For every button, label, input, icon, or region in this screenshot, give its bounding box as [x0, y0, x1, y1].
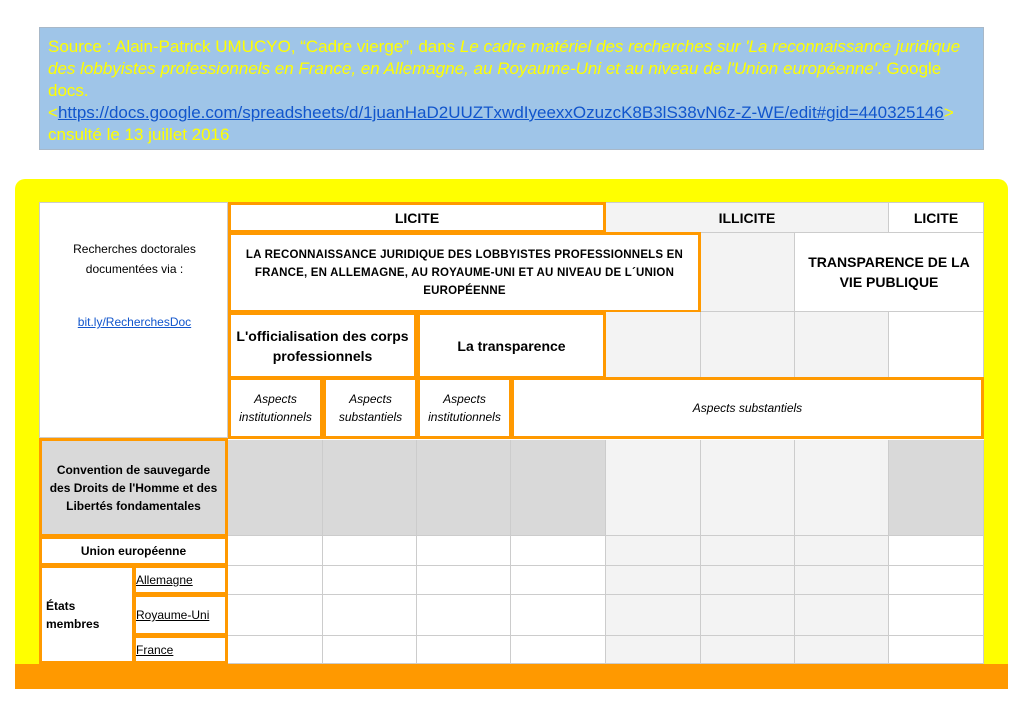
row-label-royaume-uni	[133, 594, 228, 636]
source-document-title: Le cadre matériel des recherches sur 'La reconnaissance juridique des lobbyistes professionnels en France, en Allemagne, au Royaume-Uni et au niveau de l'Union européenne'	[48, 37, 961, 78]
cell-uk-c3	[417, 595, 511, 636]
cell-r3-c5	[606, 312, 701, 378]
orange-bottom-bar	[15, 664, 1008, 689]
cell-r3-c6	[701, 312, 795, 378]
cell-r3-c7	[795, 312, 889, 378]
cell-de-c8	[889, 566, 984, 595]
header-transparence: La transparence	[417, 312, 606, 379]
cell-uk-c4	[511, 595, 606, 636]
matrix-table	[39, 202, 984, 664]
aspects-institutionnels-2: Aspects institutionnels	[417, 377, 512, 439]
france-link[interactable]: France	[136, 642, 174, 657]
cell-conv-c5	[606, 440, 701, 536]
cell-de-c5	[606, 566, 701, 595]
source-prefix: Source : Alain-Patrick UMUCYO, “Cadre vierge”, dans	[48, 37, 460, 56]
source-open-bracket: <	[48, 103, 58, 122]
cell-conv-c8	[889, 440, 984, 536]
row-label-allemagne	[133, 565, 228, 595]
cell-fr-c4	[511, 636, 606, 664]
header-licite-left: LICITE	[228, 202, 606, 233]
cell-ue-c2	[323, 536, 417, 566]
cell-ue-c3	[417, 536, 511, 566]
header-illicite: ILLICITE	[606, 202, 889, 233]
cell-conv-c1	[228, 440, 323, 536]
cell-de-c7	[795, 566, 889, 595]
row-label-france	[133, 635, 228, 664]
cell-conv-c7	[795, 440, 889, 536]
cell-fr-c1	[228, 636, 323, 664]
cell-ue-c4	[511, 536, 606, 566]
cell-conv-c6	[701, 440, 795, 536]
cell-conv-c3	[417, 440, 511, 536]
aspects-institutionnels-1: Aspects institutionnels	[228, 377, 323, 439]
source-after-title: . Google docs.	[48, 59, 942, 100]
cell-de-c4	[511, 566, 606, 595]
cell-r3-c8	[889, 312, 984, 378]
header-transparence-vie-publique: TRANSPARENCE DE LA VIE PUBLIQUE	[795, 233, 984, 312]
cell-fr-c6	[701, 636, 795, 664]
aspects-substantiels-1: Aspects substantiels	[323, 377, 418, 439]
cell-ue-c5	[606, 536, 701, 566]
row-label-etats-membres	[39, 565, 135, 664]
cell-fr-c3	[417, 636, 511, 664]
main-title-cell: LA RECONNAISSANCE JURIDIQUE DES LOBBYISTES PROFESSIONNELS EN FRANCE, EN ALLEMAGNE, AU ROYAUME-UNI ET AU NIVEAU DE L´UNION EUROPÉENNE	[228, 232, 701, 313]
cell-r2-c6	[701, 233, 795, 312]
cell-conv-c2	[323, 440, 417, 536]
cell-ue-c1	[228, 536, 323, 566]
cell-de-c2	[323, 566, 417, 595]
cell-de-c3	[417, 566, 511, 595]
research-info-cell	[39, 202, 228, 438]
row-label-convention: Convention de sauvegarde des Droits de l'Homme et des Libertés fondamentales	[39, 438, 228, 537]
cell-de-c6	[701, 566, 795, 595]
cell-ue-c6	[701, 536, 795, 566]
header-licite-right: LICITE	[889, 202, 984, 233]
source-citation	[39, 27, 984, 150]
cell-fr-c5	[606, 636, 701, 664]
cell-uk-c5	[606, 595, 701, 636]
row-label-union-europeenne: Union européenne	[39, 536, 228, 566]
royaume-uni-link[interactable]: Royaume-Uni	[136, 608, 210, 622]
cell-ue-c7	[795, 536, 889, 566]
header-officialisation: L'officialisation des corps professionnels	[228, 312, 417, 379]
research-link[interactable]: bit.ly/RecherchesDoc	[77, 315, 192, 329]
cell-fr-c7	[795, 636, 889, 664]
cell-uk-c7	[795, 595, 889, 636]
source-consulted-date: > cnsulté le 13 juillet 2016	[48, 103, 954, 144]
cell-ue-c8	[889, 536, 984, 566]
cell-uk-c8	[889, 595, 984, 636]
cell-fr-c2	[323, 636, 417, 664]
research-intro-text: Recherches doctorales documentées via :	[73, 242, 196, 276]
cell-uk-c1	[228, 595, 323, 636]
etats-membres-text: États membres	[46, 598, 100, 631]
cell-uk-c6	[701, 595, 795, 636]
cell-conv-c4	[511, 440, 606, 536]
cell-fr-c8	[889, 636, 984, 664]
cell-uk-c2	[323, 595, 417, 636]
allemagne-link[interactable]: Allemagne	[136, 573, 193, 587]
aspects-substantiels-2: Aspects substantiels	[511, 377, 984, 439]
source-url-link[interactable]: https://docs.google.com/spreadsheets/d/1juanHaD2UUZTxwdIyeexxOzuzcK8B3lS38vN6z-Z-WE/edit#gid=440325146	[57, 103, 944, 122]
cell-de-c1	[228, 566, 323, 595]
